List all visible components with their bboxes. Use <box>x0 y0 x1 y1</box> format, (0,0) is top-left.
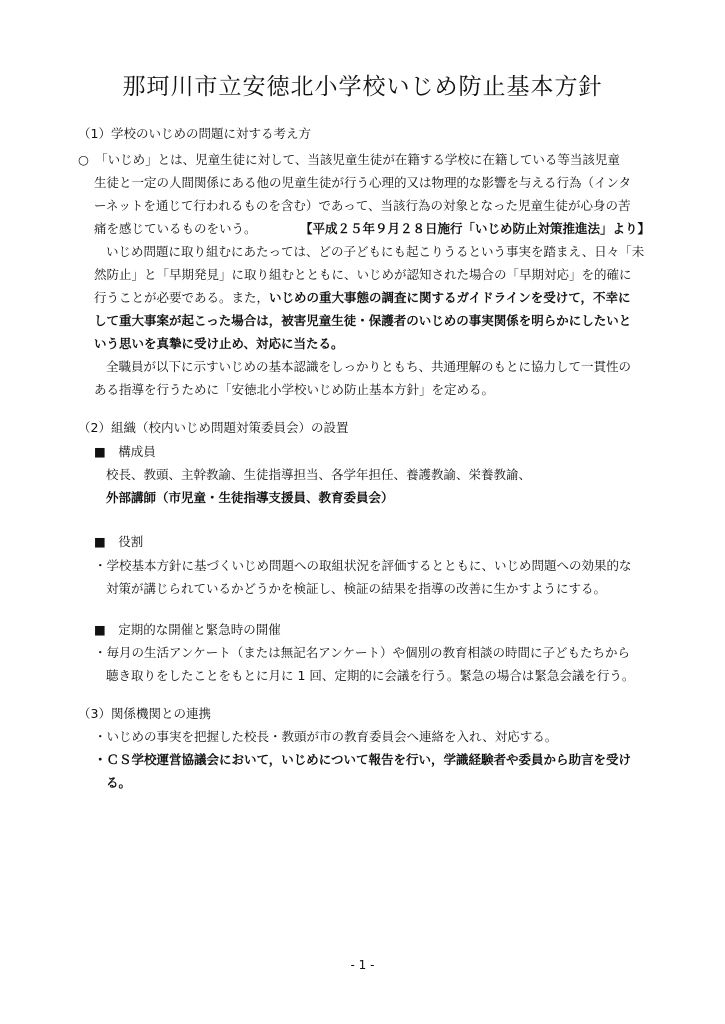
s1-p2-line4: して重大事案が起こった場合は，被害児童生徒・保護者のいじめの事実関係を明らかにしたいと <box>94 313 632 328</box>
section3-item2-line1: ・ＣＳ学校運営協議会において，いじめについて報告を行い，学識経験者や委員から助言を受け <box>94 752 632 767</box>
section3-item1: ・いじめの事実を把握した校長・教頭が市の教育委員会へ連絡を入れ、対応する。 <box>94 729 558 744</box>
s1-p2-line2: 然防止」と「早期発見」に取り組むとともに、いじめが認知された場合の「早期対応」を的確に <box>94 267 632 282</box>
section3-heading: （3）関係機関との連携 <box>78 706 211 721</box>
section2-heading: （2）組織（校内いじめ問題対策委員会）の設置 <box>78 420 349 435</box>
members-heading: ■ 構成員 <box>94 444 156 459</box>
s1-p2-line5: いう思いを真摯に受け止め、対応に当たる。 <box>94 336 344 351</box>
s1-p1-line1: ○ 「いじめ」とは、児童生徒に対して、当該児童生徒が在籍する学校に在籍している等当該児童 <box>78 152 620 167</box>
law-reference: 【平成２５年９月２８日施行「いじめ防止対策推進法」より】 <box>300 221 651 236</box>
role-heading: ■ 役割 <box>94 534 144 549</box>
meeting-heading: ■ 定期的な開催と緊急時の開催 <box>94 622 281 637</box>
s1-p2-line1: いじめ問題に取り組むにあたっては、どの子どもにも起こりうるという事実を踏まえ、日々「未 <box>106 244 645 259</box>
meeting-line1: ・毎月の生活アンケート（または無記名アンケート）や個別の教育相談の時間に子どもたちから <box>94 645 631 660</box>
s1-p1-line4: 痛を感じているものをいう。 <box>94 221 257 236</box>
members-line1: 校長、教頭、主幹教諭、生徒指導担当、各学年担任、養護教諭、栄養教諭、 <box>106 467 532 482</box>
page-title: 那珂川市立安徳北小学校いじめ防止基本方針 <box>122 74 603 100</box>
role-line2: 対策が講じられているかどうかを検証し、検証の結果を指導の改善に生かすようにする。 <box>106 581 607 596</box>
s1-p2-line3-bold: いじめの重大事態の調査に関するガイドラインを受けて，不幸に <box>269 290 631 305</box>
section3-item2-line2: る。 <box>106 775 132 790</box>
page-number: - 1 - <box>350 958 375 972</box>
s1-p2-line3 <box>94 290 631 306</box>
role-line1: ・学校基本方針に基づくいじめ問題への取組状況を評価するとともに、いじめ問題への効果的な <box>94 558 632 573</box>
s1-p1-line3: ーネットを通じて行われるものを含む）であって、当該行為の対象となった児童生徒が心身の苦 <box>94 198 631 213</box>
s1-p3-line2: ある指導を行うために「安徳北小学校いじめ防止基本方針」を定める。 <box>94 382 495 397</box>
section1-heading: （1）学校のいじめの問題に対する考え方 <box>78 126 311 141</box>
meeting-line2: 聴き取りをしたことをもとに月に 1 回、定期的に会議を行う。緊急の場合は緊急会議を行う。 <box>106 668 635 683</box>
s1-p2-line3-normal: 行うことが必要である。また， <box>94 290 270 305</box>
s1-p3-line1: 全職員が以下に示すいじめの基本認識をしっかりともち、共通理解のもとに協力して一貫性の <box>106 359 632 374</box>
s1-p1-line2: 生徒と一定の人間関係にある他の児童生徒が行う心理的又は物理的な影響を与える行為（インタ <box>94 175 632 190</box>
members-line2: 外部講師（市児童・生徒指導支援員、教育委員会） <box>106 490 394 505</box>
